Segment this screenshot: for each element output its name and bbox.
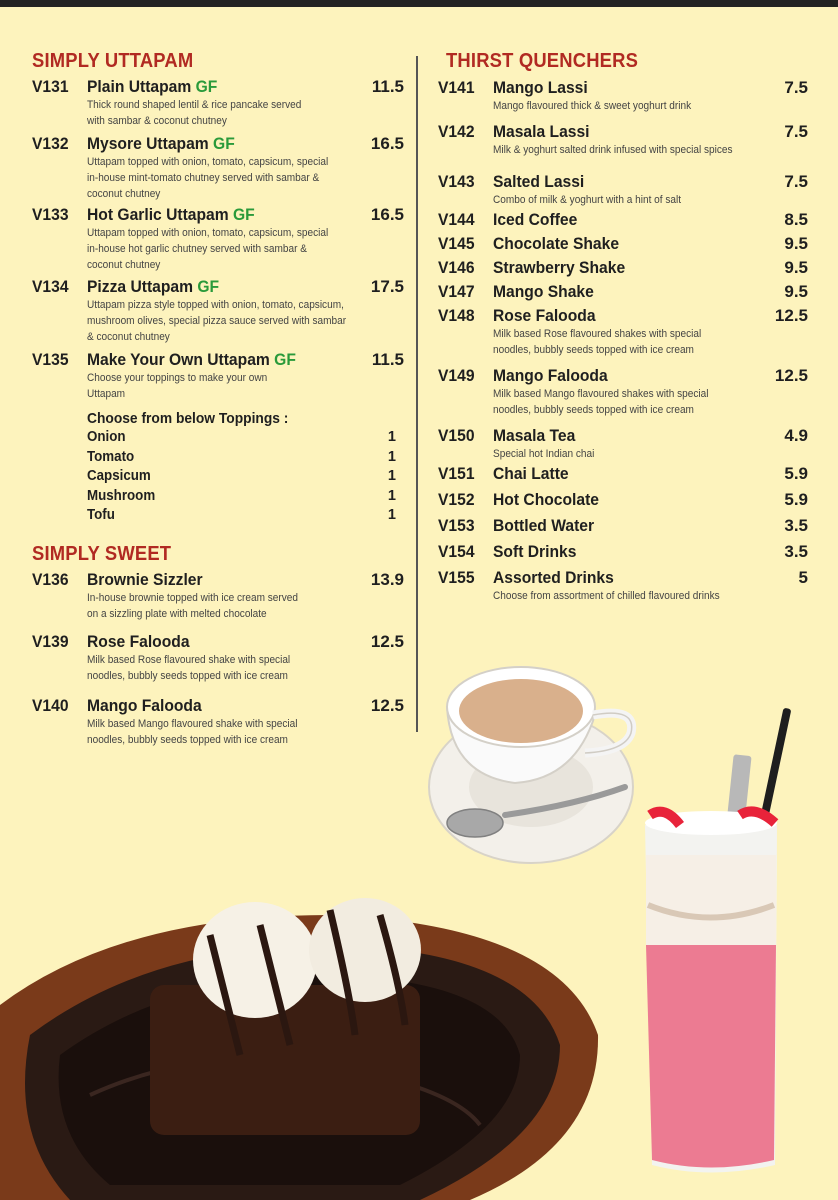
- item-price: 12.5: [370, 631, 404, 651]
- item-name: Iced Coffee: [493, 210, 578, 229]
- item-code: V131: [32, 77, 69, 96]
- item-description: Thick round shaped lentil & rice pancake served with sambar & coconut chutney: [87, 99, 302, 127]
- item-code: V141: [438, 78, 475, 97]
- item-name: Pizza Uttapam: [87, 277, 194, 296]
- item-name: Masala Lassi: [493, 122, 590, 141]
- item-code: V150: [438, 426, 475, 445]
- item-code: V145: [438, 234, 475, 253]
- thirst-quenchers-list: [438, 78, 808, 604]
- menu-item-v146: [438, 258, 808, 278]
- item-description: Milk based Rose flavoured shake with special noodles, bubbly seeds topped with ice cream: [87, 653, 291, 682]
- item-description: Uttapam topped with onion, tomato, capsicum, special in-house mint-tomato chutney served with sambar & coconut chutney: [87, 156, 329, 200]
- item-name: Mango Falooda: [493, 366, 608, 385]
- gluten-free-tag: GF: [195, 77, 218, 96]
- item-code: V155: [438, 568, 475, 587]
- item-code: V146: [438, 258, 475, 277]
- item-code: V134: [32, 277, 69, 296]
- brownie-sizzler-image: [0, 895, 600, 1200]
- item-code: V153: [438, 516, 475, 535]
- item-code: V154: [438, 542, 475, 561]
- item-price: 12.5: [370, 695, 404, 715]
- item-price: 13.9: [370, 569, 404, 589]
- menu-item-v155: [438, 568, 808, 604]
- item-name: Chai Latte: [493, 464, 569, 483]
- left-column: [32, 46, 404, 748]
- item-name: Make Your Own Uttapam: [87, 350, 270, 369]
- item-name: Rose Falooda: [87, 631, 190, 651]
- menu-item-v142: [438, 122, 808, 158]
- item-price: 7.5: [784, 172, 808, 191]
- item-price: 11.5: [371, 350, 404, 369]
- section-title-simply-uttapam: SIMPLY UTTAPAM: [32, 50, 194, 72]
- item-name: Hot Chocolate: [493, 490, 600, 509]
- masala-tea-cup-image: [425, 655, 660, 870]
- item-description: Uttapam topped with onion, tomato, capsicum, special in-house hot garlic chutney served with sambar & coconut chutney: [87, 227, 329, 271]
- menu-item-v144: [438, 210, 808, 230]
- item-description: Uttapam pizza style topped with onion, tomato, capsicum, mushroom olives, special pizza sauce served with sambar & coconut chutney: [87, 299, 347, 343]
- item-name: Assorted Drinks: [493, 568, 614, 587]
- menu-item-v150: [438, 426, 808, 462]
- menu-item-v136: [32, 570, 404, 622]
- menu-item-v131: [32, 77, 404, 129]
- item-price: 7.5: [784, 78, 808, 97]
- item-name: Rose Falooda: [493, 306, 596, 325]
- item-name: Soft Drinks: [493, 542, 577, 561]
- item-code: V152: [438, 490, 475, 509]
- item-code: V151: [438, 464, 475, 483]
- item-name: Mango Lassi: [493, 78, 588, 97]
- item-price: 12.5: [774, 366, 808, 385]
- item-price: 7.5: [784, 122, 808, 141]
- item-code: V136: [32, 569, 69, 589]
- item-price: 5.9: [784, 490, 808, 509]
- item-code: V140: [32, 695, 69, 715]
- menu-item-v151: [438, 464, 808, 484]
- item-code: V149: [438, 366, 475, 385]
- item-price: 17.5: [370, 277, 404, 296]
- section-title-thirst-quenchers: THIRST QUENCHERS: [446, 50, 639, 72]
- menu-item-v148: [438, 306, 808, 358]
- toppings-list: [87, 410, 404, 527]
- item-description: In-house brownie topped with ice cream served on a sizzling plate with melted chocolate: [87, 591, 299, 620]
- item-name: Mango Falooda: [87, 695, 202, 715]
- topping-row: Tomato 1: [87, 448, 396, 465]
- right-column: [438, 46, 808, 604]
- item-price: 16.5: [370, 134, 404, 153]
- item-name: Mysore Uttapam: [87, 134, 209, 153]
- menu-item-v152: [438, 490, 808, 510]
- item-code: V135: [32, 350, 69, 369]
- gluten-free-tag: GF: [233, 205, 255, 224]
- gluten-free-tag: GF: [197, 277, 220, 296]
- item-name: Salted Lassi: [493, 172, 585, 191]
- toppings-heading: Choose from below Toppings :: [87, 410, 289, 427]
- item-price: 9.5: [784, 282, 808, 301]
- item-code: V144: [438, 210, 475, 229]
- section-title-simply-sweet: SIMPLY SWEET: [32, 542, 172, 565]
- item-name: Plain Uttapam: [87, 77, 192, 96]
- item-description: Milk based Mango flavoured shakes with special noodles, bubbly seeds topped with ice cream: [493, 388, 709, 416]
- menu-item-v132: [32, 134, 404, 202]
- item-code: V143: [438, 172, 475, 191]
- item-description: Combo of milk & yoghurt with a hint of salt: [493, 194, 682, 206]
- menu-item-v147: [438, 282, 808, 302]
- rose-falooda-glass-image: [640, 705, 815, 1180]
- item-description: Milk & yoghurt salted drink infused with special spices: [493, 144, 733, 156]
- item-price: 3.5: [784, 516, 808, 535]
- item-price: 9.5: [784, 258, 808, 277]
- item-description: Milk based Rose flavoured shakes with special noodles, bubbly seeds topped with ice cream: [493, 328, 702, 356]
- menu-item-v145: [438, 234, 808, 254]
- item-code: V139: [32, 631, 69, 651]
- item-price: 8.5: [784, 210, 808, 229]
- gluten-free-tag: GF: [274, 350, 296, 369]
- menu-item-v141: [438, 78, 808, 114]
- item-name: Masala Tea: [493, 426, 576, 445]
- item-price: 11.5: [371, 77, 404, 96]
- gluten-free-tag: GF: [213, 134, 235, 153]
- menu-item-v139: [32, 632, 404, 684]
- menu-item-v134: [32, 277, 404, 345]
- item-description: Special hot Indian chai: [493, 448, 595, 460]
- item-code: V132: [32, 134, 69, 153]
- item-price: 5.9: [784, 464, 808, 483]
- item-name: Bottled Water: [493, 516, 595, 535]
- item-price: 12.5: [774, 306, 808, 325]
- topping-row: Mushroom 1: [87, 487, 396, 504]
- top-bar: [0, 0, 838, 7]
- topping-row: Capsicum 1: [87, 468, 396, 485]
- item-name: Mango Shake: [493, 282, 594, 301]
- item-code: V133: [32, 205, 69, 224]
- item-name: Strawberry Shake: [493, 258, 626, 277]
- item-code: V142: [438, 122, 475, 141]
- menu-item-v154: [438, 542, 808, 562]
- menu-item-v135: [32, 350, 404, 402]
- menu-item-v143: [438, 172, 808, 208]
- topping-row: Tofu 1: [87, 507, 396, 524]
- menu-item-v153: [438, 516, 808, 536]
- item-code: V148: [438, 306, 475, 325]
- item-description: Milk based Mango flavoured shake with special noodles, bubbly seeds topped with ice cream: [87, 717, 298, 746]
- topping-row: Onion 1: [87, 429, 396, 445]
- item-name: Chocolate Shake: [493, 234, 620, 253]
- item-name: Hot Garlic Uttapam: [87, 205, 229, 224]
- menu-item-v140: [32, 696, 404, 748]
- item-description: Choose your toppings to make your own Uttapam: [87, 372, 268, 400]
- item-price: 5: [798, 568, 808, 587]
- item-price: 9.5: [784, 234, 808, 253]
- menu-item-v149: [438, 366, 808, 418]
- menu-item-v133: [32, 205, 404, 273]
- item-price: 4.9: [784, 426, 808, 445]
- item-description: Mango flavoured thick & sweet yoghurt drink: [493, 100, 692, 112]
- item-name: Brownie Sizzler: [87, 569, 203, 589]
- column-divider: [416, 56, 418, 732]
- item-price: 16.5: [370, 205, 404, 224]
- item-description: Choose from assortment of chilled flavoured drinks: [493, 590, 720, 602]
- item-code: V147: [438, 282, 475, 301]
- item-price: 3.5: [784, 542, 808, 561]
